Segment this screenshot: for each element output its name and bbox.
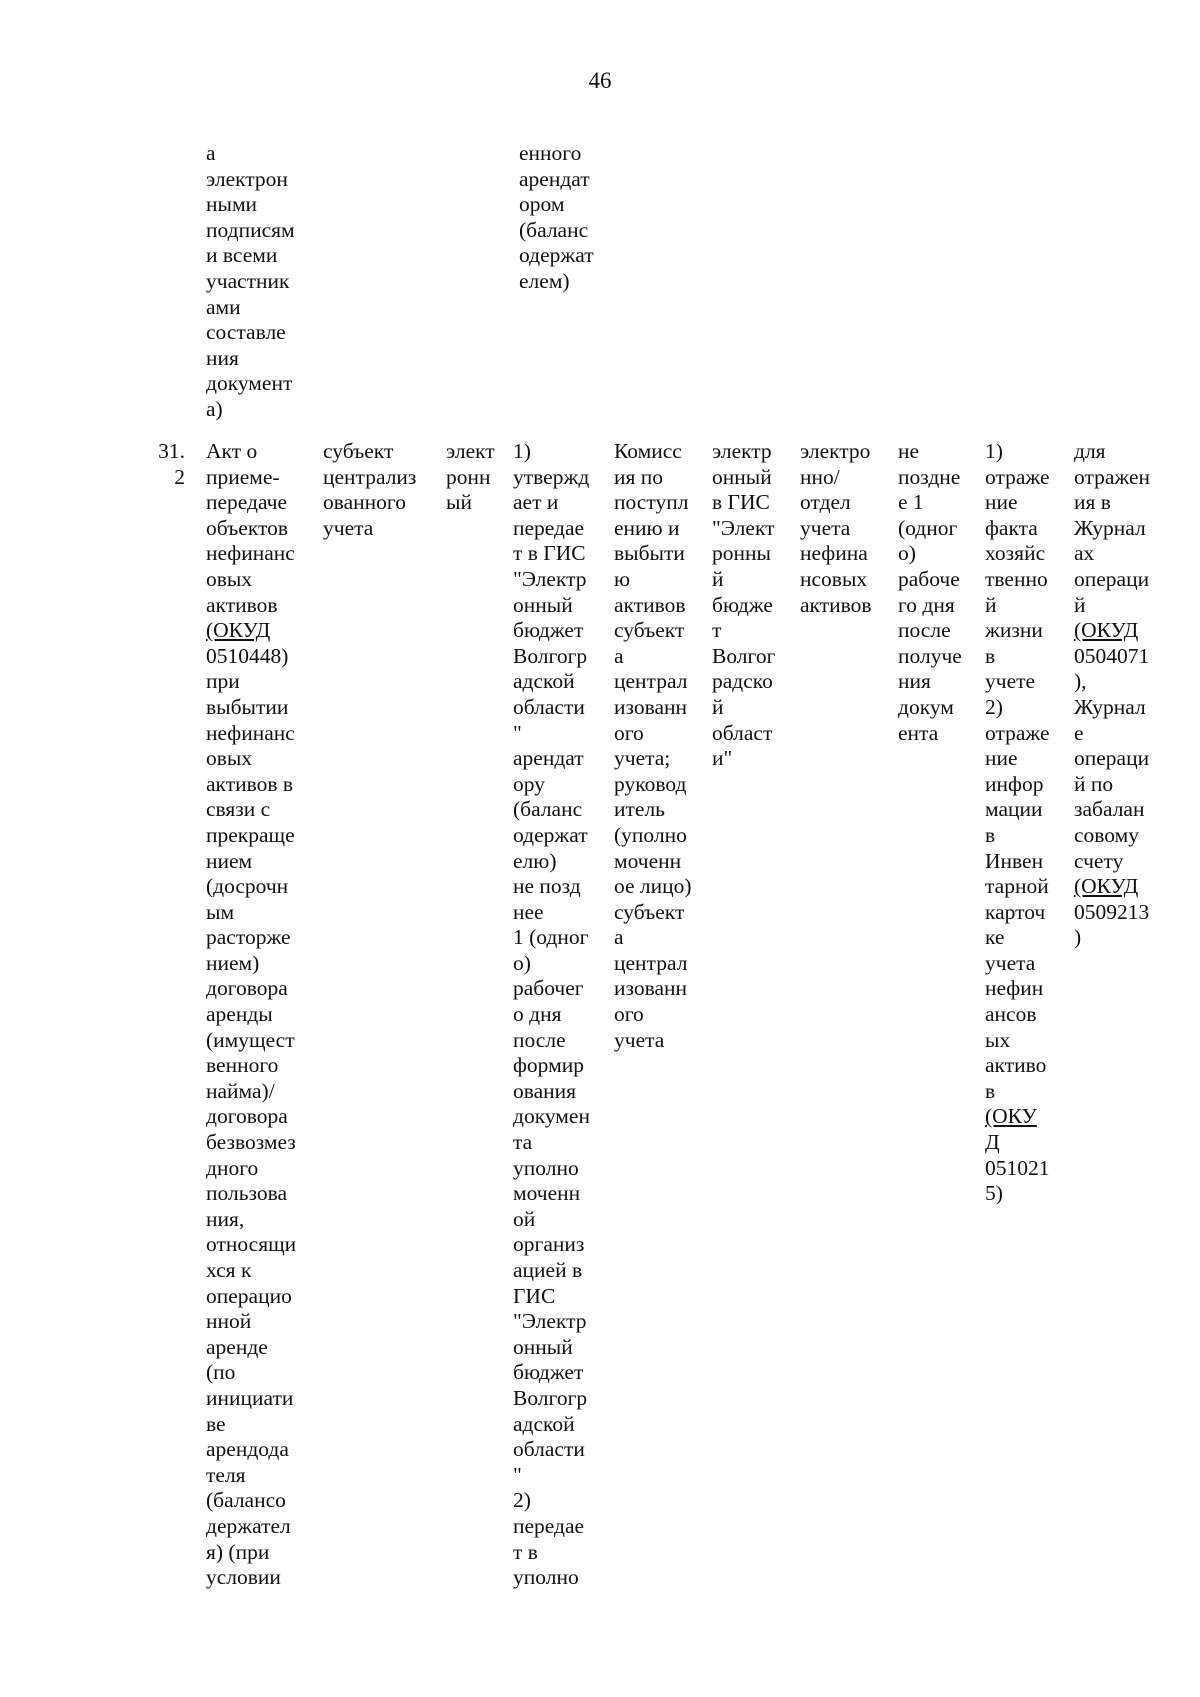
- reflection-text: 1) отраже ние факта хозяйс твенно й жизни в учете 2) отраже ние инфор мации в Инвен тарной карточ ке учета нефин ансов ых активо в: [985, 439, 1050, 1103]
- signers-cell: Комисс ия по поступл ению и выбыти ю активов субъект а централ изованн ого учета; руковод итель (уполно моченн ое лицо) субъект а централ изованн ого учета: [614, 439, 692, 1052]
- page-number: 46: [588, 68, 612, 93]
- transfer-form-cell: электр онный в ГИС "Элект ронны й бюдже т Волгог радско й област и": [712, 439, 776, 771]
- purpose-text-2: 0504071 ), Журнал е операци й по забалан совому счету: [1074, 643, 1150, 873]
- recipient-cell: электро нно/ отдел учета нефина нсовых активов: [800, 439, 872, 617]
- document-okud-label: (ОКУД: [206, 618, 271, 643]
- deadline-cell: не поздне е 1 (одног о) рабоче го дня после получе ния докум ента: [898, 439, 962, 745]
- reflection-okud-label-a: (ОКУ: [985, 1104, 1037, 1129]
- reflection-okud-code: 051021 5): [985, 1155, 1050, 1206]
- document-name-rest: 0510448) при выбытии нефинанс овых активов в связи с прекраще нием (досрочн ым расторже нием) договора аренды (имущест венного найма)/ договора безвозмез дного пользова ния, относящи хся к операцио нной аренде (по инициати ве арендода теля (балансо держател я) (при условии: [206, 643, 297, 1590]
- action-cell: 1) утвержд ает и передае т в ГИС "Электр онный бюджет Волгогр адской области " арендат ору (баланс одержат елю) не позд нее 1 (одног о) рабочег о дня после формир ования докумен та уполно моченн ой организ ацией в ГИС "Электр онный бюджет Волгогр адской области " 2) передае т в уполно: [513, 439, 590, 1590]
- reflection-cell: [985, 439, 1050, 1207]
- purpose-text-1: для отражен ия в Журнал ах операци й: [1074, 439, 1151, 617]
- purpose-okud-label-1: (ОКУД: [1074, 618, 1139, 643]
- document-name-cell: [206, 439, 296, 1591]
- row-number: 31. 2: [158, 439, 185, 489]
- composer-cell: субъект централиз ованного учета: [323, 439, 417, 540]
- continued-document-cell: а электрон ными подписям и всеми участник ами составле ния документ а): [206, 141, 295, 421]
- reflection-okud-label-b: Д: [985, 1130, 1000, 1155]
- purpose-text-3: 0509213 ): [1074, 899, 1150, 950]
- purpose-okud-label-2: (ОКУД: [1074, 874, 1139, 899]
- purpose-cell: [1074, 439, 1150, 951]
- continued-action-cell: енного арендат ором (баланс одержат елем): [519, 141, 594, 293]
- form-cell: элект ронн ый: [446, 439, 495, 515]
- document-name-text: Акт о приеме- передаче объектов нефинанс овых активов: [206, 439, 295, 617]
